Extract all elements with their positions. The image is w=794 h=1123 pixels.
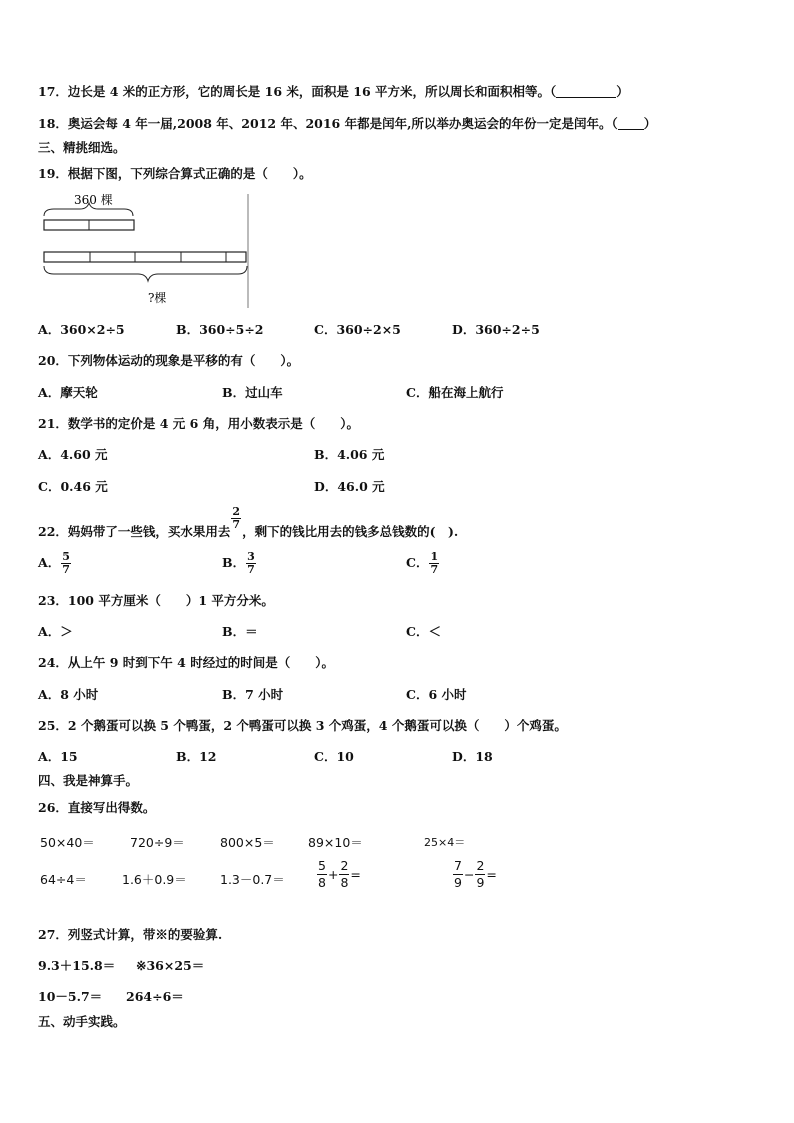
option-c[interactable]: C． $\frac{1}{7}$ [406, 550, 439, 576]
calc-item: 800×5＝ [220, 835, 275, 850]
question-24: 24．从上午 9 时到下午 4 时经过的时间是（ ）。 [38, 655, 334, 670]
option-d[interactable]: D．360÷2÷5 [452, 322, 540, 337]
option-b[interactable]: B．＝ [222, 624, 258, 639]
question-25: 25．2 个鹅蛋可以换 5 个鸭蛋，2 个鸭蛋可以换 3 个鸡蛋，4 个鹅蛋可以换（ ）个鸡蛋。 [38, 718, 567, 733]
option-b[interactable]: B． $\frac{3}{7}$ [222, 550, 255, 576]
option-c[interactable]: C．＜ [406, 624, 441, 639]
question-18: 18．奥运会每 4 年一届,2008 年、2012 年、2016 年都是闰年,所以举办奥运会的年份一定是闰年。（ ） [38, 116, 657, 131]
answer-blank[interactable] [556, 85, 616, 98]
fraction: $\frac{5}{8}$ [318, 858, 326, 890]
diagram-bottom-label: ?棵 [148, 291, 167, 305]
fraction: $\frac{2}{9}$ [476, 858, 485, 890]
diagram-top-label: 360 棵 [74, 193, 113, 207]
question-27: 27．列竖式计算，带※的要验算. [38, 927, 223, 942]
fraction-sum: $\frac{5}{8}$ + $\frac{2}{8}$ = [318, 858, 361, 890]
option-a[interactable]: A．15 [38, 749, 78, 764]
segment-diagram [40, 190, 252, 312]
calc-item: 10－5.7＝ [38, 989, 103, 1004]
option-a[interactable]: A． $\frac{5}{7}$ [38, 550, 70, 576]
question-20: 20．下列物体运动的现象是平移的有（ ）。 [38, 353, 300, 368]
question-26: 26．直接写出得数。 [38, 800, 156, 815]
option-d[interactable]: D．46.0 元 [314, 479, 385, 494]
answer-blank[interactable] [618, 117, 644, 130]
calc-item: 264÷6＝ [126, 989, 184, 1004]
fraction: $\frac{3}{7}$ [247, 550, 255, 576]
section-heading: 四、我是神算手。 [38, 773, 139, 788]
option-a[interactable]: A．摩天轮 [38, 385, 98, 400]
calc-item: 720÷9＝ [130, 835, 185, 850]
fraction: $\frac{7}{9}$ [454, 858, 462, 890]
option-d[interactable]: D．18 [452, 749, 493, 764]
calc-item: 50×40＝ [40, 835, 95, 850]
option-a[interactable]: A．360×2÷5 [38, 322, 125, 337]
option-c[interactable]: C．6 小时 [406, 687, 467, 702]
option-c[interactable]: C．船在海上航行 [406, 385, 504, 400]
calc-item: ※36×25＝ [136, 958, 205, 973]
calc-item: 64÷4＝ [40, 872, 87, 887]
fraction: $\frac{2}{8}$ [340, 858, 349, 890]
top-brace [44, 203, 133, 216]
option-c[interactable]: C．360÷2×5 [314, 322, 401, 337]
option-a[interactable]: A．8 小时 [38, 687, 99, 702]
calc-item: 1.6＋0.9＝ [122, 872, 187, 887]
option-b[interactable]: B．过山车 [222, 385, 283, 400]
bottom-bar [44, 252, 246, 262]
calc-item: 89×10＝ [308, 835, 363, 850]
option-a[interactable]: A．＞ [38, 624, 73, 639]
option-a[interactable]: A．4.60 元 [38, 447, 108, 462]
calc-item: 9.3＋15.8＝ [38, 958, 116, 973]
option-c[interactable]: C．10 [314, 749, 354, 764]
question-17: 17．边长是 4 米的正方形，它的周长是 16 米，面积是 16 平方米，所以周长和面积相等。（ ） [38, 84, 629, 99]
section-heading: 三、精挑细选。 [38, 140, 126, 155]
bottom-brace [44, 266, 247, 281]
section-heading: 五、动手实践。 [38, 1014, 126, 1029]
option-b[interactable]: B．4.06 元 [314, 447, 385, 462]
calc-item: 1.3－0.7＝ [220, 872, 285, 887]
option-b[interactable]: B．360÷5÷2 [176, 322, 264, 337]
fraction: $\frac{5}{7}$ [62, 550, 70, 576]
question-21: 21．数学书的定价是 4 元 6 角，用小数表示是（ ）。 [38, 416, 359, 431]
question-19: 19．根据下图，下列综合算式正确的是（ ）。 [38, 166, 312, 181]
fraction: $\frac{1}{7}$ [430, 550, 439, 576]
fraction: $\frac{2}{7}$ [232, 505, 241, 531]
question-22: 22．妈妈带了一些钱，买水果用去 $\frac{2}{7}$ ，剩下的钱比用去的钱多总钱数的( ). [38, 505, 459, 539]
question-23: 23．100 平方厘米（ ）1 平方分米。 [38, 593, 274, 608]
option-b[interactable]: B．12 [176, 749, 217, 764]
option-c[interactable]: C．0.46 元 [38, 479, 108, 494]
calc-item: 25×4＝ [424, 836, 466, 849]
option-b[interactable]: B．7 小时 [222, 687, 284, 702]
fraction-difference: $\frac{7}{9}$ − $\frac{2}{9}$ = [454, 858, 497, 890]
